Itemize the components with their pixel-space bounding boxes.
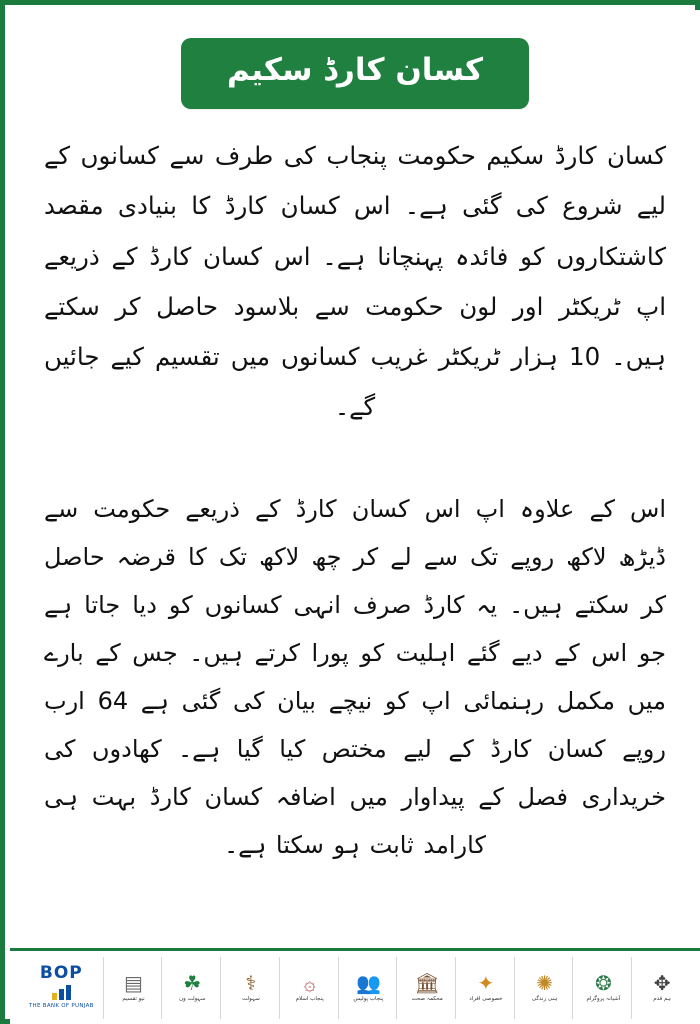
partner-logo-10 — [634, 957, 690, 1019]
partner-logo-3-caption: سہولت — [242, 995, 260, 1002]
leaf-icon: ☘ — [183, 970, 202, 995]
partner-logo-8-caption: ہنی زندگی — [531, 995, 558, 1002]
partner-logo-2-caption: سہولت ون — [179, 995, 206, 1002]
partner-logo-6 — [399, 957, 456, 1019]
star-icon: ✦ — [477, 970, 495, 995]
partner-logo-9 — [575, 957, 632, 1019]
ornament-icon: ✥ — [653, 970, 671, 995]
paragraph-2: اس کے علاوہ اپ اس کسان کارڈ کے ذریعے حکومت سے ڈیڑھ لاکھ روپے تک سے لے کر چھ لاکھ تک کا قرضہ حاصل کر سکتے ہیں۔ یہ کارڈ صرف انہی کسانوں کو دیا جاتا ہے جو اس کے دیے گئے اہلیت کو پورا کرتے ہیں۔ جس کے بارے میں مکمل رہنمائی اپ کو نیچے بیان کی گئی ہے 64 ارب روپے کسان کارڈ کے لیے مختص کیا گیا ہے۔ کھادوں کی خریداری فصل کے پیداوار میں اضافہ کسان کارڈ بہت ہی کارامد ثابت ہو سکتا ہے۔ — [44, 494, 667, 859]
building-icon: ▤ — [124, 970, 143, 995]
partner-logo-1-caption: نیو تقسیم — [122, 995, 145, 1002]
page-inner — [10, 10, 700, 1024]
partner-logo-4-caption: پنجاب اسلام — [295, 995, 324, 1002]
bop-bars-icon — [52, 984, 71, 1000]
partner-logo-9-caption: آشیانہ پروگرام — [586, 995, 621, 1002]
title-area — [10, 10, 700, 109]
partner-logo-6-caption: محکمہ صحت — [411, 995, 443, 1002]
bop-caption: THE BANK OF PUNJAB — [28, 1003, 94, 1010]
partner-logo-10-caption: ہم قدم — [653, 995, 671, 1002]
page-title: کسان کارڈ سکیم — [181, 38, 529, 109]
people-icon: 👥 — [355, 970, 381, 995]
emblem-icon: ۞ — [303, 970, 316, 995]
partner-logo-5-caption: پنجاب پولیس — [353, 995, 384, 1002]
sunburst-icon: ✺ — [536, 970, 553, 995]
article-body — [10, 109, 700, 948]
partner-logo-1 — [106, 957, 163, 1019]
bank-of-punjab-logo — [20, 957, 104, 1019]
partner-logo-4 — [282, 957, 339, 1019]
footer-logo-strip — [10, 948, 700, 1024]
health-icon: ⚕ — [245, 970, 257, 995]
partner-logo-2 — [164, 957, 221, 1019]
institution-icon: 🏛 — [414, 970, 440, 995]
partner-logo-3 — [223, 957, 280, 1019]
partner-logo-7-caption: خصوصی افراد — [469, 995, 503, 1002]
bop-wordmark: BOP — [39, 963, 83, 984]
partner-logo-5 — [341, 957, 398, 1019]
partner-logo-8 — [517, 957, 574, 1019]
flower-icon: ❂ — [594, 970, 612, 995]
paragraph-1: کسان کارڈ سکیم حکومت پنجاب کی طرف سے کسانوں کے لیے شروع کی گئی ہے۔ اس کسان کارڈ کا بنیادی مقصد کاشتکاروں کو فائدہ پہنچانا ہے۔ اس کسان کارڈ کے ذریعے اپ ٹریکٹر اور لون حکومت سے بلاسود حاصل کر سکتے ہیں۔ 10 ہزار ٹریکٹر غریب کسانوں میں تقسیم کیے جائیں گے۔ — [44, 141, 666, 422]
partner-logo-7 — [458, 957, 515, 1019]
